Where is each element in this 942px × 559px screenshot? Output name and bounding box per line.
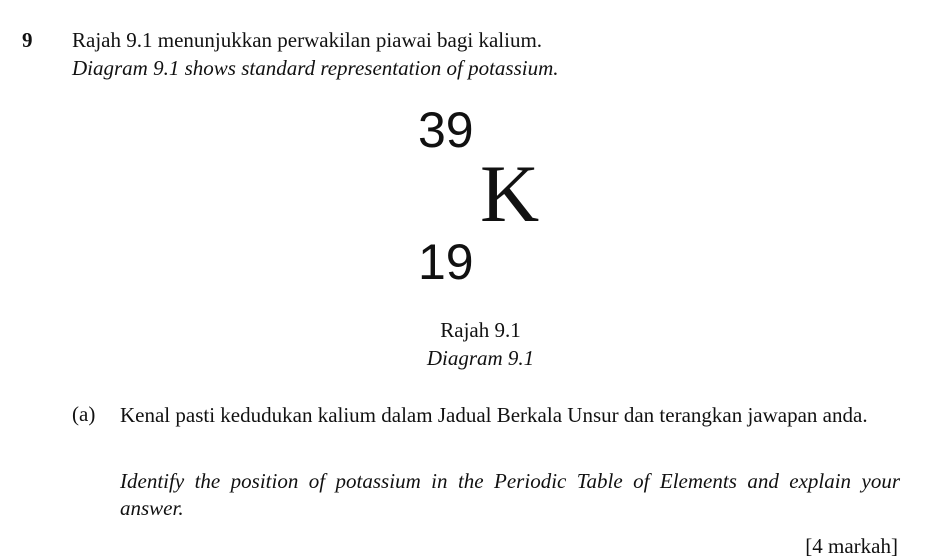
mass-number: 39 <box>418 102 474 158</box>
marks-allocation: [4 markah] <box>805 534 898 558</box>
element-symbol: K <box>480 148 540 239</box>
diagram-caption-english: Diagram 9.1 <box>426 346 535 370</box>
atomic-number: 19 <box>418 234 474 290</box>
question-number: 9 <box>22 28 33 52</box>
isotope-notation <box>410 100 570 300</box>
part-a-text-english: Identify the position of potassium in the Periodic Table of Elements and explain your answer. <box>120 469 900 520</box>
question-intro-english: Diagram 9.1 shows standard representation of potassium. <box>72 56 559 80</box>
question-intro-malay: Rajah 9.1 menunjukkan perwakilan piawai bagi kalium. <box>72 28 543 52</box>
part-a-text-malay: Kenal pasti kedudukan kalium dalam Jadual Berkala Unsur dan terangkan jawapan anda. <box>120 403 868 427</box>
part-a-label: (a) <box>72 402 96 426</box>
diagram-caption-malay: Rajah 9.1 <box>440 318 521 342</box>
